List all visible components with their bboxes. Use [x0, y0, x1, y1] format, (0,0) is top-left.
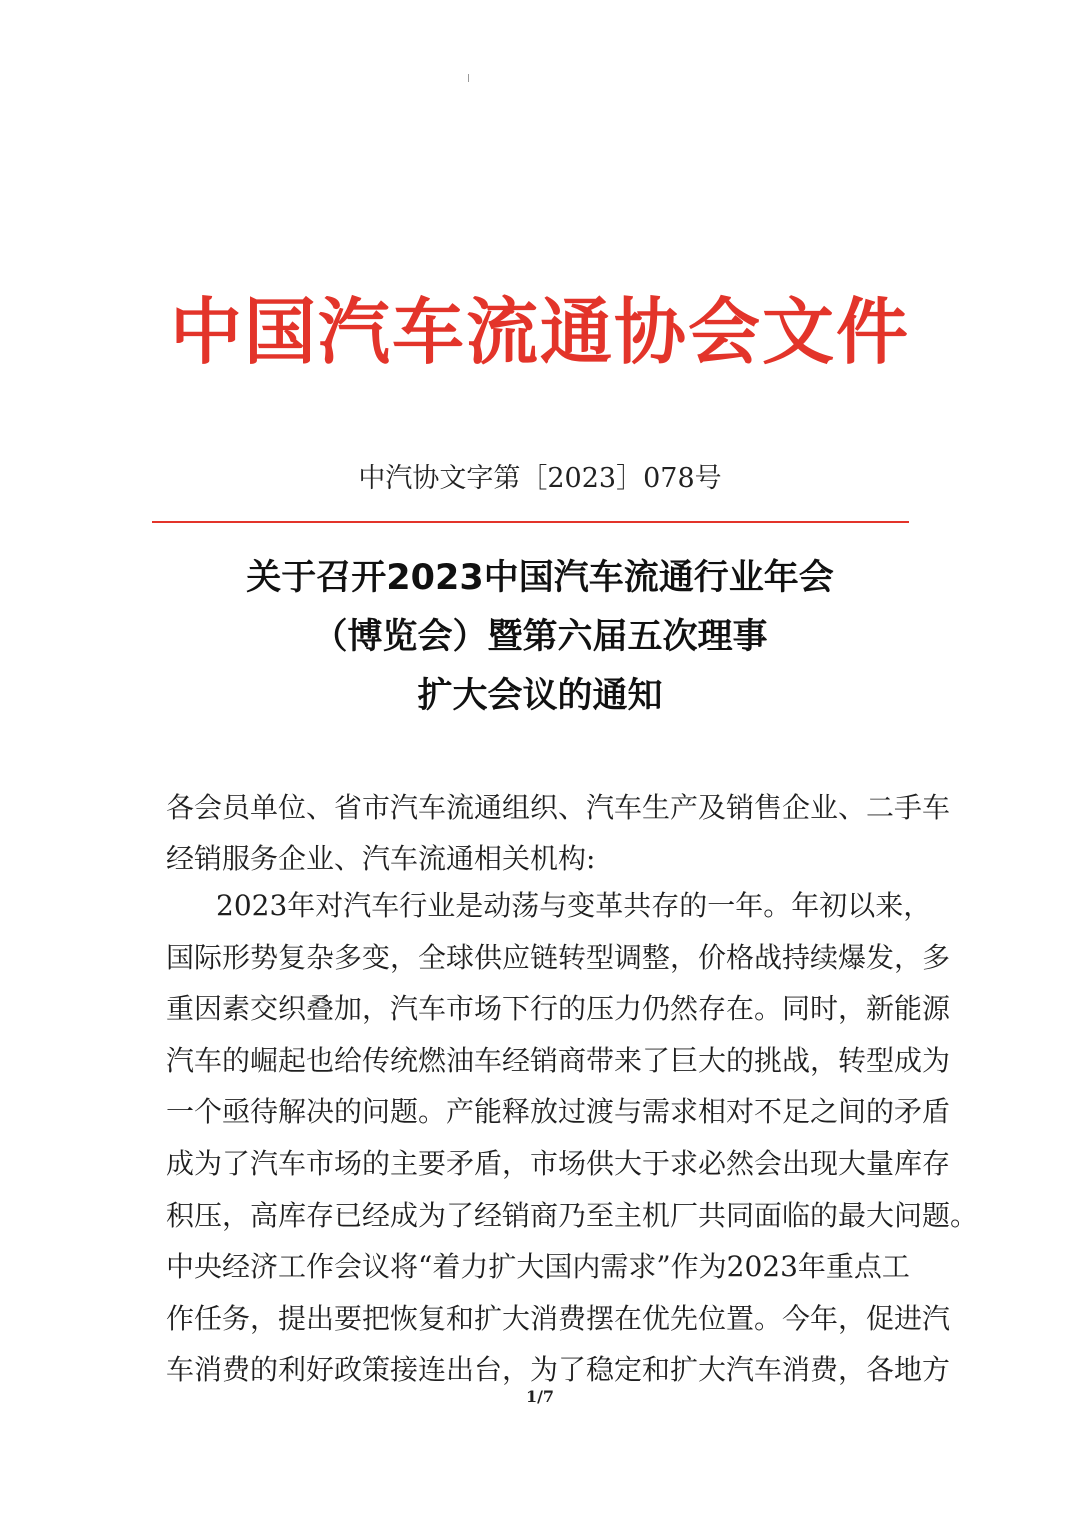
salutation: [166, 782, 951, 884]
page-number: 1/7: [525, 1387, 555, 1406]
body-line: 2023年对汽车行业是动荡与变革共存的一年。年初以来，: [216, 889, 932, 922]
salutation-line: 经销服务企业、汽车流通相关机构:: [166, 842, 596, 875]
salutation-line: 各会员单位、省市汽车流通组织、汽车生产及销售企业、二手车: [166, 791, 951, 824]
letterhead-title: 中国汽车流通协会文件: [169, 289, 910, 374]
body-line: 汽车的崛起也给传统燃油车经销商带来了巨大的挑战，转型成为: [166, 1043, 951, 1077]
body-line: 积压，高库存已经成为了经销商乃至主机厂共同面临的最大问题。: [166, 1198, 979, 1232]
body-line: 中央经济工作会议将“着力扩大国内需求”作为2023年重点工: [166, 1250, 910, 1284]
title-line: 扩大会议的通知: [417, 676, 663, 716]
body-line: 重因素交织叠加，汽车市场下行的压力仍然存在。同时，新能源: [166, 992, 951, 1026]
title-line: （博览会）暨第六届五次理事: [312, 617, 768, 657]
document-number: 中汽协文字第［2023］078号: [358, 463, 722, 494]
body-line: 作任务，提出要把恢复和扩大消费摆在优先位置。今年，促进汽: [166, 1301, 951, 1335]
scan-mark: [468, 74, 469, 82]
body-line: 车消费的利好政策接连出台，为了稳定和扩大汽车消费，各地方: [166, 1353, 951, 1387]
red-divider-line: [152, 521, 909, 523]
body-paragraph: [166, 880, 979, 1396]
notice-title: [0, 549, 1080, 726]
body-line: 成为了汽车市场的主要矛盾，市场供大于求必然会出现大量库存: [166, 1146, 951, 1180]
body-line: 一个亟待解决的问题。产能释放过渡与需求相对不足之间的矛盾: [166, 1095, 951, 1129]
body-line: 国际形势复杂多变，全球供应链转型调整，价格战持续爆发，多: [166, 940, 951, 974]
title-line: 关于召开2023中国汽车流通行业年会: [246, 558, 834, 598]
